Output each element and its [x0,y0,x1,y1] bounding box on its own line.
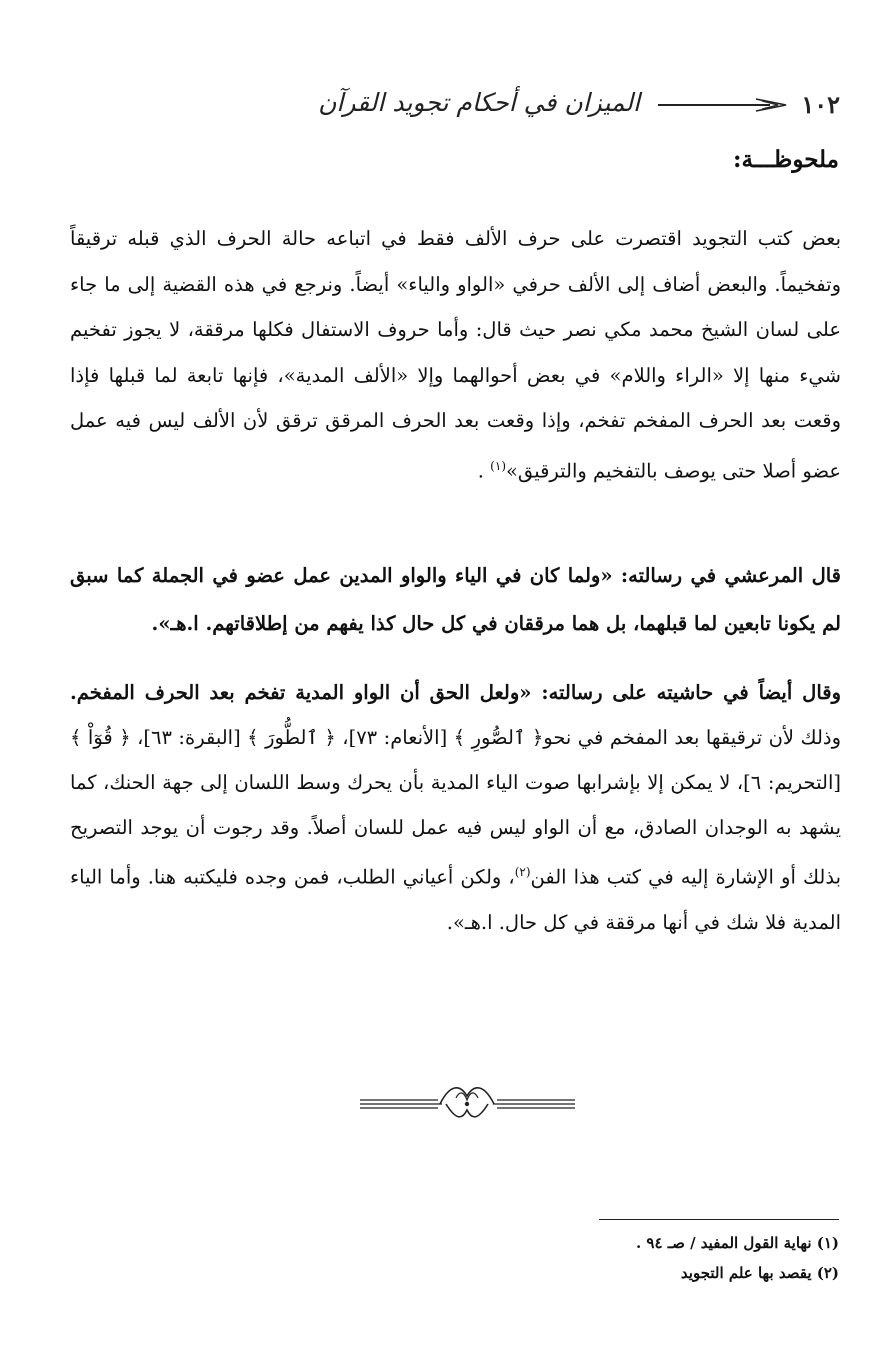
footnote-ref-2: (٢) [514,865,531,879]
paragraph-3 [70,670,841,945]
paragraph-1-text: بعض كتب التجويد اقتصرت على حرف الألف فقط في اتباعه حالة الحرف الذي قبله ترقيقاً وتفخيماً. والبعض أضاف إلى الألف حرفي «الواو والياء» أيضاً. ونرجع في هذه القضية إلى ما جاء على لسان الشيخ محمد مكي نصر حيث قال: وأما حروف الاستفال فكلها مرققة، لا يجوز تفخيم شيء منها إلا «الراء واللام» في بعض أحوالهما وإلا «الألف المدية»، فإنها تابعة لما قبلها فإذا وقعت بعد الحرف المفخم تفخم، وإذا وقعت بعد الحرف المرقق ترقق لأن الألف ليس فيه عمل عضو أصلا حتى يوصف بالتفخيم والترقيق» [70,227,841,482]
footnotes [636,1228,839,1288]
paragraph-3-end: ، ولكن أعياني الطلب، فمن وجده فليكتبه هنا. وأما الياء المدية فلا شك في أنها مرققة في كل حال. ا.هـ». [70,865,841,934]
footnote-separator [599,1219,839,1220]
paragraph-3-text: وذلك لأن ترقيقها بعد المفخم في نحو﴿ ٱلصُّورِ ﴾ [الأنعام: ٧٣]، ﴿ ٱلطُّورَ ﴾ [البقرة: ٦٣]، ﴿ قُوٓاْ ﴾ [التحريم: ٦]، لا يمكن إلا بإشرابها صوت الياء المدية بأن يحرك وسط اللسان إلى جهة الحنك، كما يشهد به الوجدان الصادق، مع أن الواو ليس فيه عمل للسان أصلاً. وقد رجوت أن يوجد التصريح بذلك أو الإشارة إليه في كتب هذا الفن [70,726,842,889]
book-title: الميزان في أحكام تجويد القرآن [318,88,640,117]
running-header [140,86,840,126]
paragraph-3-first-line: وقال أيضاً في حاشيته على رسالته: «ولعل الحق أن الواو المدية تفخم بعد الحرف المفخم. [70,681,841,704]
note-heading: ملحوظـــة: [732,146,839,173]
footnote-2: (٢) يقصد بها علم التجويد [680,1264,839,1282]
paragraph-2-text: قال المرعشي في رسالته: «ولما كان في الياء والواو المدين عمل عضو في الجملة كما سبق لم يكونا تابعين لما قبلهما، بل هما مرققان في كل حال كذا يفهم من إطلاقاتهم. ا.هـ». [70,564,841,635]
paragraph-2 [70,552,841,648]
page-number: ١٠٢ [801,90,840,119]
paragraph-1: بعض كتب التجويد اقتصرت على حرف الألف فقط في اتباعه حالة الحرف الذي قبله ترقيقاً وتفخيماً. والبعض أضاف إلى الألف حرفي «الواو والياء» أيضاً. ونرجع في هذه القضية إلى ما جاء على لسان الشيخ محمد مكي نصر حيث قال: وأما حروف الاستفال فكلها مرققة، لا يجوز تفخيم شيء منها إلا «الراء واللام» في بعض أحوالهما وإلا «الألف المدية»، فإنها تابعة لما قبلها فإذا وقعت بعد الحرف المفخم تفخم، وإذا وقعت بعد الحرف المرقق ترقق لأن الألف ليس فيه عمل عضو أصلا حتى يوصف بالتفخيم والترقيق»$^{(١)}$ . [70,227,841,482]
footnote-ref-1: (١) [490,458,506,473]
header-decorative-rule [658,98,788,112]
footnote-1: (١) نهاية القول المفيد / صـ ٩٤ . [635,1234,839,1252]
section-end-ornament [360,1080,575,1126]
